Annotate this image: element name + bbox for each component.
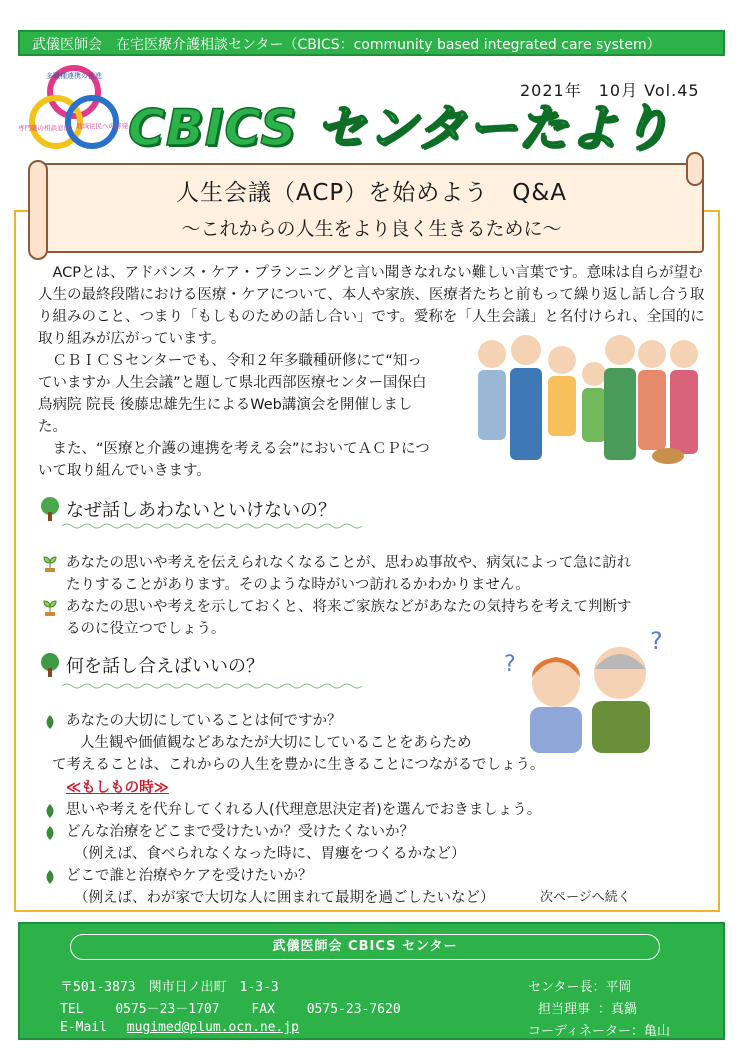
footer-director: センター長：平岡 [528,980,632,995]
sprout-icon [42,598,58,616]
qa-title: 人生会議（ACP）を始めよう Q&A [175,180,568,206]
logo-label-right: 地域住民への啓発 [76,122,128,130]
continued-note: 次ページへ続く [540,890,631,905]
moshimo-heading: ≪もしもの時≫ [66,780,169,796]
footer-manager: 担当理事 ：真鍋 [538,1002,637,1017]
question-mark-icon: ? [504,652,516,677]
section-heading-what [38,652,264,678]
email-link[interactable]: mugimed@plum.ocn.ne.jp [126,1020,299,1035]
fax-number: 0575-23-7620 [306,1002,401,1017]
question-1-line2: 人生観や価値観などあなたが大切にしていることをあらため [80,735,472,751]
footer [18,922,725,1040]
tree-icon [38,652,62,678]
list-item: 思いや考えを代弁してくれる人(代理意思決定者)を選んでおきましょう。 [66,802,542,818]
footer-org-name: 武儀医師会 CBICS センター [70,934,660,960]
leaf-bullet-icon [42,802,58,820]
section-heading-why [38,496,336,522]
list-item-text: あなたの思いや考えを伝えられなくなることが、思わぬ事故や、病気によって急に訪れたりすることがあります。そのような時がいつ訪れるかわかりません。 [66,555,632,593]
tel-label: TEL [60,1002,84,1017]
elderly-couple-illustration [500,625,680,753]
section-heading-what-text: 何を話し合えばいいの？ [66,656,264,677]
intro-paragraph-1: ACPとは、アドバンス・ケア・プランニングと言い聞きなれない難しい言葉です。意味は自らが望む人生の最終段階における医療・ケアについて、本人や家族、医療者たちと前もって繰り返し話し合う取り組みのこと、つまり「もしものための話し合い」です。愛称を「人生会議」と名付けられ、全国的に取り組みが広がっています。 [38,265,705,347]
footer-coordinator: コーディネーター：亀山 [528,1024,670,1039]
leaf-bullet-icon [42,824,58,842]
intro-paragraph-2: ＣＢＩＣＳセンターでも、令和２年多職種研修にて“知っていますか 人生会議”と題して県北西部医療センター国保白鳥病院 院長 後藤忠雄先生によるWeb講演会を開催しました。 [38,353,427,435]
qa-subtitle: ～これからの人生をより良く生きるために～ [181,218,562,240]
fax-label: FAX [251,1002,275,1017]
list-item: どんな治療をどこまで受けたいか？受けたくないか？ [66,824,414,840]
family-illustration [470,320,706,470]
issue-date: 2021年 10月 Vol.45 [520,81,700,100]
tel-number: 0575－23－1707 [115,1002,220,1017]
logo-label-top: 多職種連携の推進 [46,72,102,80]
list-item-example: （例えば、食べられなくなった時に、胃瘻をつくるかなど） [74,846,466,862]
question-mark-icon: ? [650,627,663,655]
list-item [42,552,642,596]
logo-label-left: 専門職の相談窓口 [18,124,70,132]
question-1: あなたの大切にしていることは何ですか？ [66,713,342,729]
leaf-bullet-icon [42,868,58,886]
list-item-text: あなたの思いや考えを示しておくと、将来ご家族などがあなたの気持ちを考えて判断するのに役立つでしょう。 [66,599,632,637]
section-heading-why-text: なぜ話しあわないといけないの？ [66,500,336,521]
intro-block [38,350,434,482]
footer-address: 〒501-3873 関市日ノ出町 1-3-3 [60,980,279,995]
decorative-squiggle [62,682,362,690]
tree-icon [38,496,62,522]
list-item-example: （例えば、わが家で大切な人に囲まれて最期を過ごしたいなど） [74,890,495,906]
footer-tel [60,998,401,1017]
cbics-logo [18,64,128,158]
email-label: E-Mail [60,1020,107,1035]
sprout-icon [42,554,58,572]
question-1-line3: て考えることは、これからの人生を豊かに生きることにつながるでしょう。 [52,757,545,773]
decorative-squiggle [62,522,362,530]
footer-email [60,1020,299,1035]
leaf-bullet-icon [42,713,58,731]
list-item: どこで誰と治療やケアを受けたいか？ [66,868,313,884]
intro-paragraph-3: また、“医療と介護の連携を考える会”においてＡＣＰについて取り組んでいきます。 [38,441,430,479]
newsletter-title: CBICS センターたより [128,99,671,157]
org-header-bar: 武儀医師会 在宅医療介護相談センター（CBICS：community based integrated care system） [18,30,725,56]
